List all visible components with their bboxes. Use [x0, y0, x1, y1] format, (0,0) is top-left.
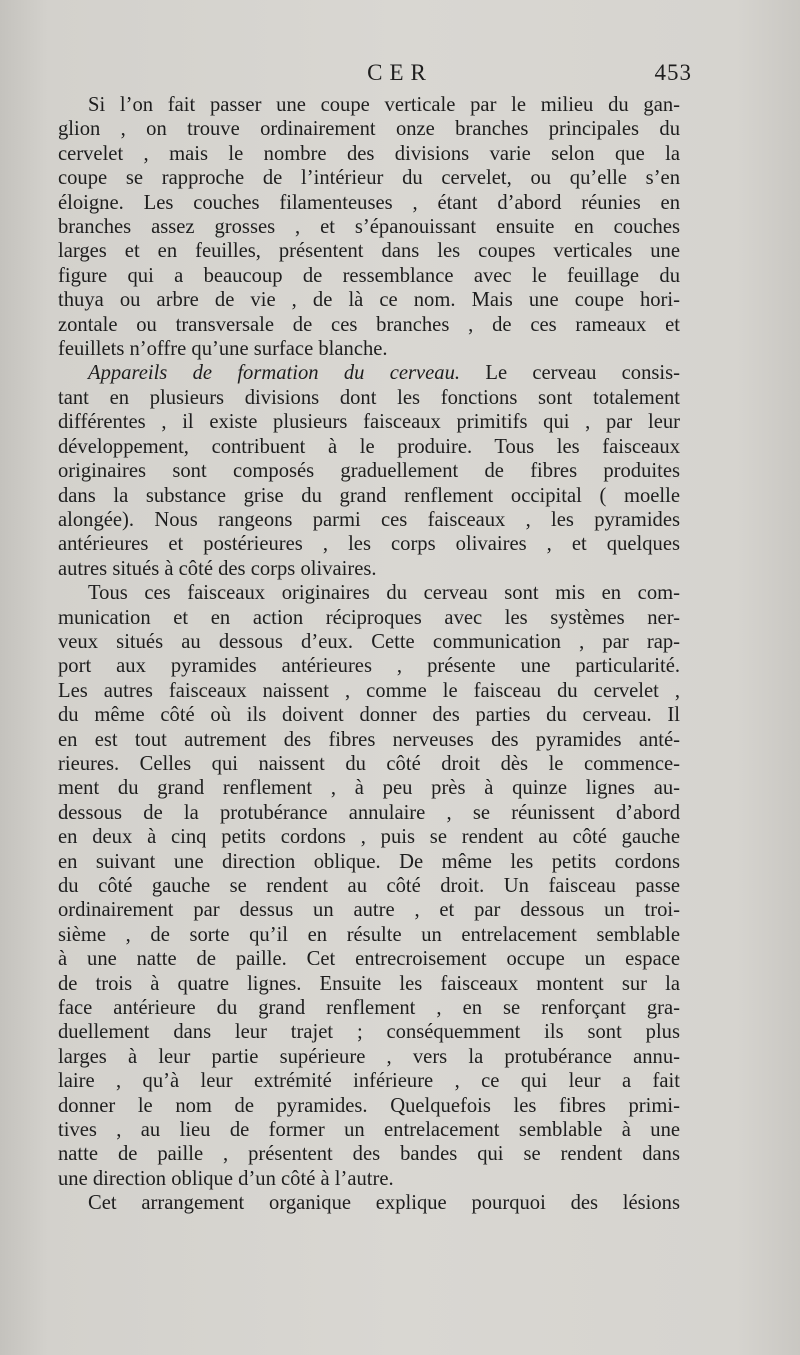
text-line: alongée). Nous rangeons parmi ces faisceaux , les pyramides: [58, 508, 680, 531]
text-line: Cet arrangement organique explique pourquoi des lésions: [88, 1192, 680, 1215]
text-line: thuya ou arbre de vie , de là ce nom. Mais une coupe hori-: [58, 289, 680, 312]
text-line: sième , de sorte qu’il en résulte un entrelacement semblable: [58, 923, 680, 946]
text-line: cervelet , mais le nombre des divisions varie selon que la: [58, 142, 680, 165]
text-line: larges et en feuilles, présentent dans les coupes verticales une: [58, 240, 680, 263]
page-header: [0, 58, 800, 88]
paragraph-3: [58, 581, 680, 1191]
text-line: coupe se rapproche de l’intérieur du cervelet, ou qu’elle s’en: [58, 167, 680, 190]
text-line: du côté gauche se rendent au côté droit. Un faisceau passe: [58, 875, 680, 897]
text-line: Tous ces faisceaux originaires du cerveau sont mis en com-: [88, 582, 680, 605]
text-line: face antérieure du grand renflement , en se renforçant gra-: [58, 997, 680, 1020]
text-line: zontale ou transversale de ces branches , de ces rameaux et: [58, 313, 680, 336]
text-line: figure qui a beaucoup de ressemblance avec le feuillage du: [58, 264, 680, 287]
text-line: tant en plusieurs divisions dont les fonctions sont totalement: [58, 386, 680, 409]
text-line: ordinairement par dessus un autre , et par dessous un troi-: [58, 899, 680, 922]
text-line: laire , qu’à leur extrémité inférieure , ce qui leur a fait: [58, 1070, 680, 1093]
text-line: à une natte de paille. Cet entrecroisement occupe un espace: [58, 948, 680, 971]
section-heading: Appareils de formation du cerveau.: [88, 362, 461, 385]
heading-line-rest: Le cerveau consis-: [485, 362, 681, 385]
text-line: de trois à quatre lignes. Ensuite les faisceaux montent sur la: [58, 972, 680, 995]
text-line: glion , on trouve ordinairement onze branches principales du: [58, 118, 680, 141]
text-line: en deux à cinq petits cordons , puis se rendent au côté gauche: [58, 826, 680, 849]
body-text: [58, 93, 680, 1216]
text-line: [58, 361, 680, 385]
text-line: antérieures et postérieures , les corps olivaires , et quelques: [58, 533, 680, 556]
page-number: 453: [654, 60, 692, 85]
text-line: feuillets n’offre qu’une surface blanche.: [58, 338, 388, 361]
text-line: du même côté où ils doivent donner des parties du cerveau. Il: [58, 704, 680, 727]
running-head: CER: [367, 60, 433, 85]
text-line: différentes , il existe plusieurs faisceaux primitifs qui , par leur: [58, 411, 680, 434]
text-line: dans la substance grise du grand renflement occipital ( moelle: [58, 484, 680, 507]
text-line: Si l’on fait passer une coupe verticale par le milieu du gan-: [88, 94, 680, 116]
text-line: tives , au lieu de former un entrelacement semblable à une: [58, 1119, 680, 1142]
text-line: en est tout autrement des fibres nerveuses des pyramides anté-: [58, 728, 680, 751]
text-line: port aux pyramides antérieures , présente une particularité.: [58, 655, 680, 678]
text-line: natte de paille , présentent des bandes qui se rendent dans: [58, 1143, 680, 1166]
text-line: en suivant une direction oblique. De même les petits cordons: [58, 850, 680, 873]
text-line: branches assez grosses , et s’épanouissant ensuite en couches: [58, 216, 680, 239]
paragraph-1: [58, 93, 680, 361]
text-line: duellement dans leur trajet ; conséquemment ils sont plus: [58, 1021, 680, 1044]
text-line: ment du grand renflement , à peu près à quinze lignes au-: [58, 777, 680, 800]
text-line: autres situés à côté des corps olivaires.: [58, 557, 377, 580]
paragraph-2: [58, 361, 680, 581]
text-line: donner le nom de pyramides. Quelquefois les fibres primi-: [58, 1094, 680, 1117]
text-line: originaires sont composés graduellement de fibres produites: [58, 460, 680, 483]
text-line: éloigne. Les couches filamenteuses , étant d’abord réunies en: [58, 191, 680, 214]
text-line: munication et en action réciproques avec les systèmes ner-: [58, 606, 680, 629]
paragraph-4: [58, 1191, 680, 1215]
text-line: rieures. Celles qui naissent du côté droit dès le commence-: [58, 752, 680, 775]
text-line: veux situés au dessous d’eux. Cette communication , par rap-: [58, 630, 680, 653]
text-line: développement, contribuent à le produire. Tous les faisceaux: [58, 435, 680, 458]
text-line: dessous de la protubérance annulaire , se réunissent d’abord: [58, 801, 680, 824]
text-line: larges à leur partie supérieure , vers la protubérance annu-: [58, 1045, 680, 1068]
text-line: Les autres faisceaux naissent , comme le faisceau du cervelet ,: [58, 679, 680, 702]
text-line: une direction oblique d’un côté à l’autre.: [58, 1167, 394, 1190]
